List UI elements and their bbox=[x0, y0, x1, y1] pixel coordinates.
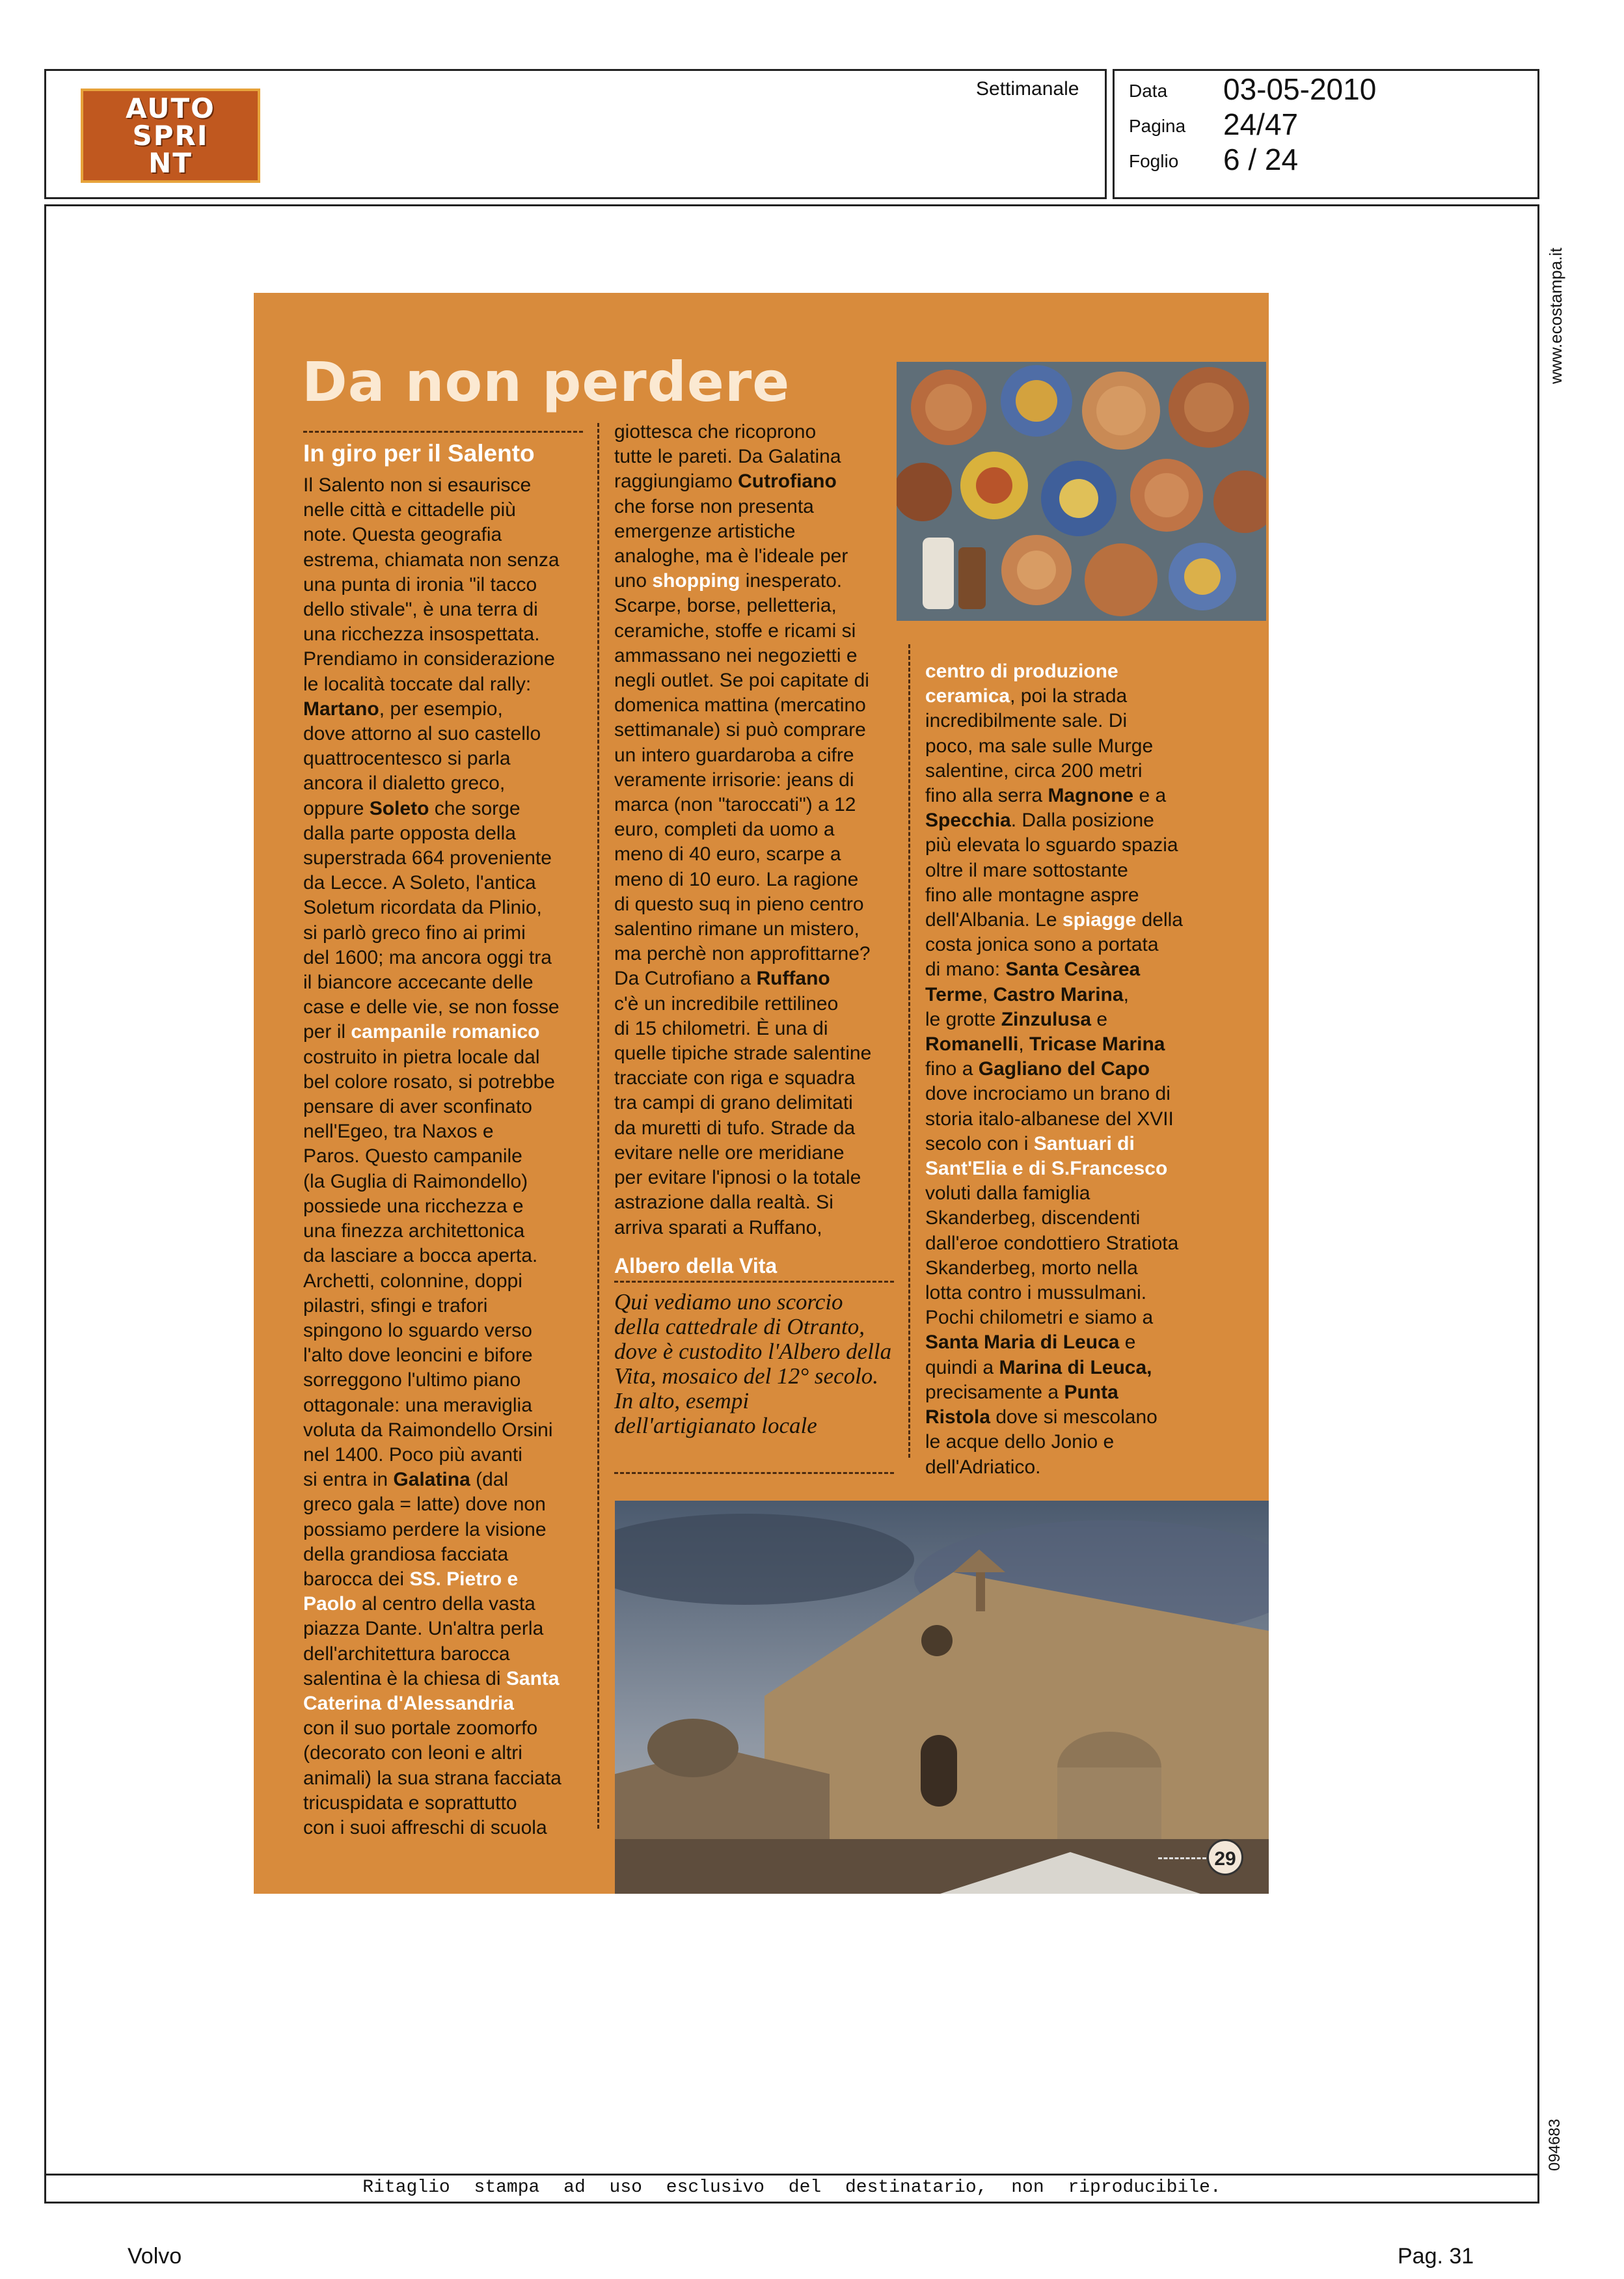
sheet-value: 6 / 24 bbox=[1223, 143, 1299, 176]
text-line: lotta contro i mussulmani. bbox=[925, 1282, 1147, 1304]
text-line: tra campi di grano delimitati bbox=[614, 1092, 853, 1114]
text-line: meno di 40 euro, scarpe a bbox=[614, 843, 841, 866]
text-line: della grandiosa facciata bbox=[303, 1543, 509, 1565]
text-line: ceramiche, stoffe e ricami si bbox=[614, 620, 856, 642]
text-line: animali) la sua strana facciata bbox=[303, 1767, 562, 1789]
text-line: Terme, Castro Marina, bbox=[925, 983, 1129, 1005]
text-line: ammassano nei negozietti e bbox=[614, 644, 858, 666]
date-label: Data bbox=[1129, 81, 1168, 101]
text-line: c'è un incredibile rettilineo bbox=[614, 992, 839, 1015]
text-line: analoghe, ma è l'ideale per bbox=[614, 545, 848, 567]
subhead-divider bbox=[303, 431, 583, 433]
text-line: bel colore rosato, si potrebbe bbox=[303, 1071, 555, 1093]
text-line: giottesca che ricoprono bbox=[614, 421, 817, 443]
side-url: www.ecostampa.it bbox=[1546, 247, 1565, 384]
text-line: arriva sparati a Ruffano, bbox=[614, 1216, 822, 1238]
text-line: salentino rimane un mistero, bbox=[614, 918, 859, 940]
text-line: settimanale) si può comprare bbox=[614, 719, 866, 741]
text-line: dell'architettura barocca bbox=[303, 1643, 510, 1665]
text-line: Skanderbeg, discendenti bbox=[925, 1207, 1141, 1229]
text-line: le località toccate dal rally: bbox=[303, 673, 532, 695]
text-line: una ricchezza insospettata. bbox=[303, 623, 540, 646]
logo-line-1: AUTO bbox=[126, 92, 215, 124]
text-line: nell'Egeo, tra Naxos e bbox=[303, 1121, 494, 1143]
page-value: 24/47 bbox=[1223, 107, 1299, 141]
text-line: Il Salento non si esaurisce bbox=[303, 474, 532, 496]
side-code: 094683 bbox=[1546, 2118, 1563, 2171]
article-subhead: In giro per il Salento bbox=[303, 440, 535, 467]
ceramics-photo-art bbox=[897, 362, 1266, 621]
text-line: poco, ma sale sulle Murge bbox=[925, 735, 1154, 757]
text-line: estrema, chiamata non senza bbox=[303, 549, 560, 571]
cathedral-photo bbox=[615, 1501, 1269, 1894]
text-line: Ristola dove si mescolano bbox=[925, 1406, 1157, 1428]
text-line: più elevata lo sguardo spazia bbox=[925, 834, 1178, 856]
text-line: dove attorno al suo castello bbox=[303, 723, 541, 745]
text-line: di 15 chilometri. È una di bbox=[614, 1017, 828, 1039]
text-line: Archetti, colonnine, doppi bbox=[303, 1270, 522, 1292]
text-line: incredibilmente sale. Di bbox=[925, 710, 1128, 732]
text-line: oppure Soleto che sorge bbox=[303, 797, 521, 819]
text-line: tracciate con riga e squadra bbox=[614, 1067, 856, 1089]
footer-right: Pag. 31 bbox=[1398, 2244, 1474, 2269]
text-line: una punta di ironia "il tacco bbox=[303, 573, 537, 595]
text-line: Skanderbeg, morto nella bbox=[925, 1257, 1138, 1279]
date-value: 03-05-2010 bbox=[1223, 72, 1377, 106]
text-line: Da Cutrofiano a Ruffano bbox=[614, 968, 830, 990]
text-line: dall'eroe condottiero Stratiota bbox=[925, 1232, 1179, 1254]
text-line: quelle tipiche strade salentine bbox=[614, 1043, 872, 1065]
article-title: Da non perdere bbox=[302, 350, 791, 414]
caption-divider-bottom bbox=[614, 1472, 894, 1474]
text-line: voluta da Raimondello Orsini bbox=[303, 1419, 553, 1441]
text-line: di mano: Santa Cesàrea bbox=[925, 959, 1141, 981]
text-line: superstrada 664 proveniente bbox=[303, 847, 552, 869]
text-line: dello stivale", è una terra di bbox=[303, 599, 538, 621]
text-line: il biancore accecante delle bbox=[303, 972, 534, 994]
text-line: pensare di aver sconfinato bbox=[303, 1096, 532, 1118]
text-line: Specchia. Dalla posizione bbox=[925, 810, 1154, 832]
text-line: secolo con i Santuari di bbox=[925, 1132, 1135, 1154]
page-number: 29 bbox=[1207, 1839, 1243, 1876]
text-line: fino alle montagne aspre bbox=[925, 884, 1139, 906]
text-line: ancora il dialetto greco, bbox=[303, 772, 506, 795]
text-line: quattrocentesco si parla bbox=[303, 748, 511, 770]
text-line: si parlò greco fino ai primi bbox=[303, 921, 526, 944]
text-line: pilastri, sfingi e trafori bbox=[303, 1294, 488, 1317]
caption-heading: Albero della Vita bbox=[614, 1254, 778, 1277]
text-line: Caterina d'Alessandria bbox=[303, 1692, 514, 1714]
text-line: uno shopping inesperato. bbox=[614, 570, 843, 592]
text-line: marca (non "taroccati") a 12 bbox=[614, 794, 856, 816]
text-line: ceramica, poi la strada bbox=[925, 685, 1128, 707]
text-line: precisamente a Punta bbox=[925, 1381, 1118, 1403]
photo-caption: Qui vediamo uno scorcio della cattedrale di Otranto, dove è custodito l'Albero della Vita, mosaico del 12° secolo. In alto, esempi dell'artigianato locale bbox=[614, 1289, 892, 1438]
text-line: Santa Maria di Leuca e bbox=[925, 1331, 1136, 1354]
text-line: case e delle vie, se non fosse bbox=[303, 996, 560, 1018]
logo-line-2: SPRI bbox=[132, 120, 209, 152]
cathedral-photo-art bbox=[615, 1501, 1269, 1894]
text-line: astrazione dalla realtà. Si bbox=[614, 1192, 833, 1214]
text-line: ma perchè non approfittarne? bbox=[614, 943, 871, 965]
text-line: raggiungiamo Cutrofiano bbox=[614, 471, 837, 493]
text-line: negli outlet. Se poi capitate di bbox=[614, 670, 869, 692]
text-line: note. Questa geografia bbox=[303, 524, 502, 546]
text-line: dell'Adriatico. bbox=[925, 1456, 1041, 1478]
text-line: tutte le pareti. Da Galatina bbox=[614, 446, 841, 468]
text-line: di questo suq in pieno centro bbox=[614, 893, 864, 915]
text-line: con i suoi affreschi di scuola bbox=[303, 1816, 547, 1838]
text-line: nel 1400. Poco più avanti bbox=[303, 1443, 522, 1466]
text-line: Pochi chilometri e siamo a bbox=[925, 1307, 1154, 1329]
text-line: sorreggono l'ultimo piano bbox=[303, 1369, 521, 1391]
text-line: le acque dello Jonio e bbox=[925, 1431, 1115, 1453]
text-line: spingono lo sguardo verso bbox=[303, 1319, 532, 1341]
text-line: da lasciare a bocca aperta. bbox=[303, 1245, 538, 1267]
text-line: domenica mattina (mercatino bbox=[614, 694, 866, 716]
text-line: Prendiamo in considerazione bbox=[303, 648, 555, 670]
text-line: da Lecce. A Soleto, l'antica bbox=[303, 872, 536, 894]
text-line: Martano, per esempio, bbox=[303, 698, 503, 720]
text-line: salentine, circa 200 metri bbox=[925, 759, 1143, 782]
text-line: storia italo-albanese del XVII bbox=[925, 1108, 1174, 1130]
text-line: tricuspidata e soprattutto bbox=[303, 1792, 517, 1814]
text-line: evitare nelle ore meridiane bbox=[614, 1141, 845, 1164]
text-line: un intero guardaroba a cifre bbox=[614, 744, 854, 766]
text-line: costa jonica sono a portata bbox=[925, 934, 1159, 956]
text-line: per il campanile romanico bbox=[303, 1021, 540, 1043]
text-line: con il suo portale zoomorfo bbox=[303, 1717, 538, 1740]
text-line: per evitare l'ipnosi o la totale bbox=[614, 1167, 861, 1189]
text-line: Scarpe, borse, pelletteria, bbox=[614, 595, 837, 617]
text-line: del 1600; ma ancora oggi tra bbox=[303, 946, 552, 968]
column-1 bbox=[303, 473, 583, 1840]
text-line: fino alla serra Magnone e a bbox=[925, 785, 1167, 807]
text-line: costruito in pietra locale dal bbox=[303, 1046, 540, 1068]
text-line: barocca dei SS. Pietro e bbox=[303, 1568, 519, 1590]
text-line: centro di produzione bbox=[925, 661, 1118, 682]
text-line: Soletum ricordata da Plinio, bbox=[303, 897, 542, 919]
text-line: dalla parte opposta della bbox=[303, 822, 516, 844]
text-line: euro, completi da uomo a bbox=[614, 819, 835, 841]
column-divider-2 bbox=[908, 644, 910, 1458]
autosprint-logo bbox=[81, 89, 260, 183]
logo-line-3: NT bbox=[148, 147, 193, 179]
pagenum-leader bbox=[1158, 1857, 1206, 1859]
text-line: meno di 10 euro. La ragione bbox=[614, 868, 859, 890]
caption-divider-top bbox=[614, 1281, 894, 1283]
text-line: emergenze artistiche bbox=[614, 520, 796, 542]
text-line: dell'Albania. Le spiagge della bbox=[925, 909, 1183, 931]
text-line: Sant'Elia e di S.Francesco bbox=[925, 1158, 1168, 1180]
text-line: Paros. Questo campanile bbox=[303, 1145, 522, 1167]
text-line: si entra in Galatina (dal bbox=[303, 1469, 509, 1491]
text-line: le grotte Zinzulusa e bbox=[925, 1008, 1108, 1030]
text-line: da muretti di tufo. Strade da bbox=[614, 1117, 856, 1139]
text-line: salentina è la chiesa di Santa bbox=[303, 1667, 560, 1689]
text-line: greco gala = latte) dove non bbox=[303, 1494, 546, 1516]
sheet-label: Foglio bbox=[1129, 151, 1179, 171]
text-line: voluti dalla famiglia bbox=[925, 1182, 1090, 1205]
text-line: dove incrociamo un brano di bbox=[925, 1083, 1171, 1105]
text-line: fino a Gagliano del Capo bbox=[925, 1058, 1150, 1080]
text-line: che forse non presenta bbox=[614, 495, 814, 517]
text-line: (la Guglia di Raimondello) bbox=[303, 1170, 528, 1192]
text-line: veramente irrisorie: jeans di bbox=[614, 769, 854, 791]
column-2 bbox=[614, 420, 894, 1240]
disclaimer: Ritaglio stampa ad uso esclusivo del destinatario, non riproducibile. bbox=[362, 2177, 1221, 2198]
footer-left: Volvo bbox=[128, 2244, 182, 2269]
text-line: oltre il mare sottostante bbox=[925, 859, 1128, 881]
ceramics-photo bbox=[897, 362, 1266, 621]
page-label: Pagina bbox=[1129, 116, 1186, 136]
text-line: Romanelli, Tricase Marina bbox=[925, 1033, 1165, 1056]
column-3 bbox=[925, 659, 1205, 1480]
text-line: (decorato con leoni e altri bbox=[303, 1742, 522, 1764]
text-line: quindi a Marina di Leuca, bbox=[925, 1356, 1152, 1378]
disclaimer-divider bbox=[44, 2174, 1539, 2176]
column-divider-1 bbox=[597, 423, 599, 1829]
frequency-label: Settimanale bbox=[976, 78, 1079, 100]
text-line: possiamo perdere la visione bbox=[303, 1518, 547, 1540]
text-line: ottagonale: una meraviglia bbox=[303, 1394, 532, 1416]
text-line: l'alto dove leoncini e bifore bbox=[303, 1344, 533, 1367]
text-line: nelle città e cittadelle più bbox=[303, 499, 516, 521]
text-line: possiede una ricchezza e bbox=[303, 1195, 524, 1217]
text-line: piazza Dante. Un'altra perla bbox=[303, 1618, 544, 1640]
text-line: una finezza architettonica bbox=[303, 1220, 525, 1242]
text-line: Paolo al centro della vasta bbox=[303, 1593, 535, 1615]
